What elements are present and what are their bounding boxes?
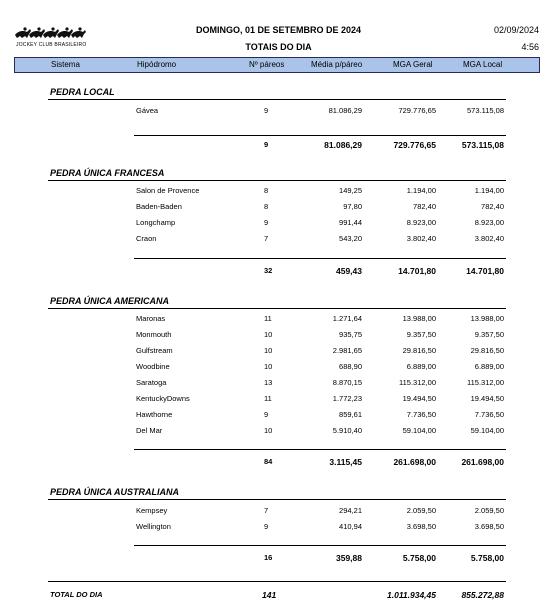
track-row (0, 234, 557, 246)
track-pareos: 11 (264, 314, 272, 323)
track-pareos: 7 (264, 506, 269, 515)
track-pareos: 7 (264, 234, 269, 243)
track-row (0, 506, 557, 518)
track-pareos: 10 (264, 426, 273, 435)
track-name: Woodbine (136, 362, 170, 371)
section-title: PEDRA ÚNICA AMERICANA (50, 296, 169, 306)
track-mga-local: 13.988,00 (470, 314, 504, 323)
track-pareos: 9 (264, 522, 269, 531)
subtotal-media: 459,43 (336, 266, 362, 276)
track-row (0, 106, 557, 118)
subtotal-row (0, 457, 557, 469)
track-media: 991,44 (339, 218, 362, 227)
subtotal-pareos: 16 (264, 553, 273, 562)
track-mga-local: 3.698,50 (474, 522, 504, 531)
track-mga-local: 2.059,50 (474, 506, 504, 515)
track-mga-local: 782,40 (481, 202, 504, 211)
track-name: Monmouth (136, 330, 172, 339)
section-title-underline (48, 180, 506, 181)
track-mga-geral: 729.776,65 (398, 106, 436, 115)
track-media: 1.772,23 (332, 394, 362, 403)
track-media: 97,80 (343, 202, 362, 211)
subtotal-rule (134, 449, 506, 450)
track-row (0, 186, 557, 198)
col-pareos: Nº páreos (249, 60, 285, 69)
grand-total-mga-local: 855.272,88 (461, 590, 504, 600)
track-mga-geral: 3.802,40 (406, 234, 436, 243)
track-pareos: 9 (264, 106, 269, 115)
track-mga-geral: 6.889,00 (406, 362, 436, 371)
track-media: 294,21 (339, 506, 362, 515)
track-mga-local: 19.494,50 (470, 394, 504, 403)
subtotal-row (0, 266, 557, 278)
subtotal-media: 81.086,29 (324, 140, 362, 150)
subtotal-rule (134, 135, 506, 136)
track-row (0, 522, 557, 534)
track-row (0, 362, 557, 374)
track-name: Longchamp (136, 218, 176, 227)
track-name: Craon (136, 234, 157, 243)
track-media: 410,94 (339, 522, 362, 531)
track-name: Gulfstream (136, 346, 173, 355)
subtotal-pareos: 84 (264, 457, 273, 466)
track-name: Del Mar (136, 426, 163, 435)
track-row (0, 218, 557, 230)
track-media: 2.981,65 (332, 346, 362, 355)
track-mga-local: 9.357,50 (474, 330, 504, 339)
track-name: Wellington (136, 522, 171, 531)
track-media: 149,25 (339, 186, 362, 195)
subtotal-mga-local: 14.701,80 (466, 266, 504, 276)
track-mga-local: 1.194,00 (474, 186, 504, 195)
track-media: 81.086,29 (328, 106, 362, 115)
track-row (0, 202, 557, 214)
track-pareos: 8 (264, 186, 269, 195)
report-subtitle: TOTAIS DO DIA (245, 42, 312, 52)
track-row (0, 426, 557, 438)
track-mga-geral: 59.104,00 (402, 426, 436, 435)
track-pareos: 9 (264, 218, 269, 227)
track-mga-geral: 782,40 (413, 202, 436, 211)
track-mga-geral: 13.988,00 (402, 314, 436, 323)
column-header-bar (14, 57, 540, 73)
track-mga-geral: 115.312,00 (399, 378, 436, 387)
subtotal-mga-local: 573.115,08 (461, 140, 504, 150)
track-row (0, 394, 557, 406)
section-title: PEDRA ÚNICA AUSTRALIANA (50, 487, 179, 497)
subtotal-mga-geral: 261.698,00 (393, 457, 436, 467)
subtotal-media: 359,88 (336, 553, 362, 563)
track-name: Kempsey (136, 506, 168, 515)
logo-caption: JOCKEY CLUB BRASILEIRO (16, 42, 87, 48)
section-title: PEDRA ÚNICA FRANCESA (50, 168, 165, 178)
track-pareos: 10 (264, 346, 273, 355)
track-mga-geral: 29.816,50 (402, 346, 436, 355)
track-pareos: 13 (264, 378, 273, 387)
track-media: 859,61 (339, 410, 362, 419)
track-row (0, 330, 557, 342)
track-pareos: 10 (264, 330, 273, 339)
track-pareos: 9 (264, 410, 269, 419)
section-title-underline (48, 308, 506, 309)
col-media: Média p/páreo (311, 60, 363, 69)
subtotal-pareos: 9 (264, 140, 269, 149)
track-pareos: 10 (264, 362, 273, 371)
subtotal-mga-geral: 14.701,80 (398, 266, 436, 276)
subtotal-rule (134, 545, 506, 546)
track-mga-geral: 7.736,50 (406, 410, 436, 419)
track-mga-geral: 1.194,00 (406, 186, 436, 195)
subtotal-row (0, 140, 557, 152)
grand-total-pareos: 141 (262, 590, 277, 600)
subtotal-row (0, 553, 557, 565)
track-name: Salon de Provence (136, 186, 200, 195)
track-mga-geral: 3.698,50 (406, 522, 436, 531)
track-media: 543,20 (339, 234, 362, 243)
subtotal-media: 3.115,45 (329, 457, 362, 467)
track-media: 5.910,40 (332, 426, 362, 435)
track-media: 935,75 (339, 330, 362, 339)
track-row (0, 346, 557, 358)
track-mga-local: 3.802,40 (474, 234, 504, 243)
subtotal-mga-local: 5.758,00 (470, 553, 504, 563)
track-row (0, 314, 557, 326)
track-mga-geral: 9.357,50 (406, 330, 436, 339)
subtotal-mga-geral: 5.758,00 (402, 553, 436, 563)
track-name: Saratoga (136, 378, 167, 387)
track-pareos: 8 (264, 202, 269, 211)
track-media: 1.271,64 (332, 314, 362, 323)
subtotal-mga-local: 261.698,00 (461, 457, 504, 467)
track-pareos: 11 (264, 394, 272, 403)
track-media: 688,90 (339, 362, 362, 371)
report-date: 02/09/2024 (493, 25, 539, 35)
track-name: Maronas (136, 314, 166, 323)
track-mga-local: 573.115,08 (467, 106, 504, 115)
col-mga-local: MGA Local (463, 60, 503, 69)
track-mga-local: 115.312,00 (467, 378, 504, 387)
subtotal-mga-geral: 729.776,65 (393, 140, 436, 150)
track-row (0, 378, 557, 390)
track-mga-local: 6.889,00 (474, 362, 504, 371)
report-time: 4:56 (521, 42, 539, 52)
track-mga-local: 8.923,00 (474, 218, 504, 227)
track-mga-geral: 8.923,00 (406, 218, 436, 227)
track-name: Hawthorne (136, 410, 173, 419)
track-media: 8.870,15 (332, 378, 362, 387)
track-mga-local: 59.104,00 (470, 426, 504, 435)
section-title-underline (48, 99, 506, 100)
track-mga-geral: 19.494,50 (402, 394, 436, 403)
track-mga-geral: 2.059,50 (406, 506, 436, 515)
col-hipodromo: Hipódromo (137, 60, 177, 69)
track-name: Gávea (136, 106, 159, 115)
track-name: Baden-Baden (136, 202, 182, 211)
track-mga-local: 7.736,50 (474, 410, 504, 419)
col-mga-geral: MGA Geral (393, 60, 433, 69)
grand-total-rule (48, 581, 506, 582)
grand-total-row (0, 590, 557, 602)
grand-total-label: TOTAL DO DIA (50, 590, 103, 599)
track-row (0, 410, 557, 422)
report-title: DOMINGO, 01 DE SETEMBRO DE 2024 (195, 25, 362, 35)
section-title: PEDRA LOCAL (50, 87, 115, 97)
subtotal-rule (134, 258, 506, 259)
subtotal-pareos: 32 (264, 266, 273, 275)
section-title-underline (48, 499, 506, 500)
track-name: KentuckyDowns (136, 394, 190, 403)
grand-total-mga-geral: 1.011.934,45 (387, 590, 436, 600)
track-mga-local: 29.816,50 (470, 346, 504, 355)
col-sistema: Sistema (51, 60, 80, 69)
